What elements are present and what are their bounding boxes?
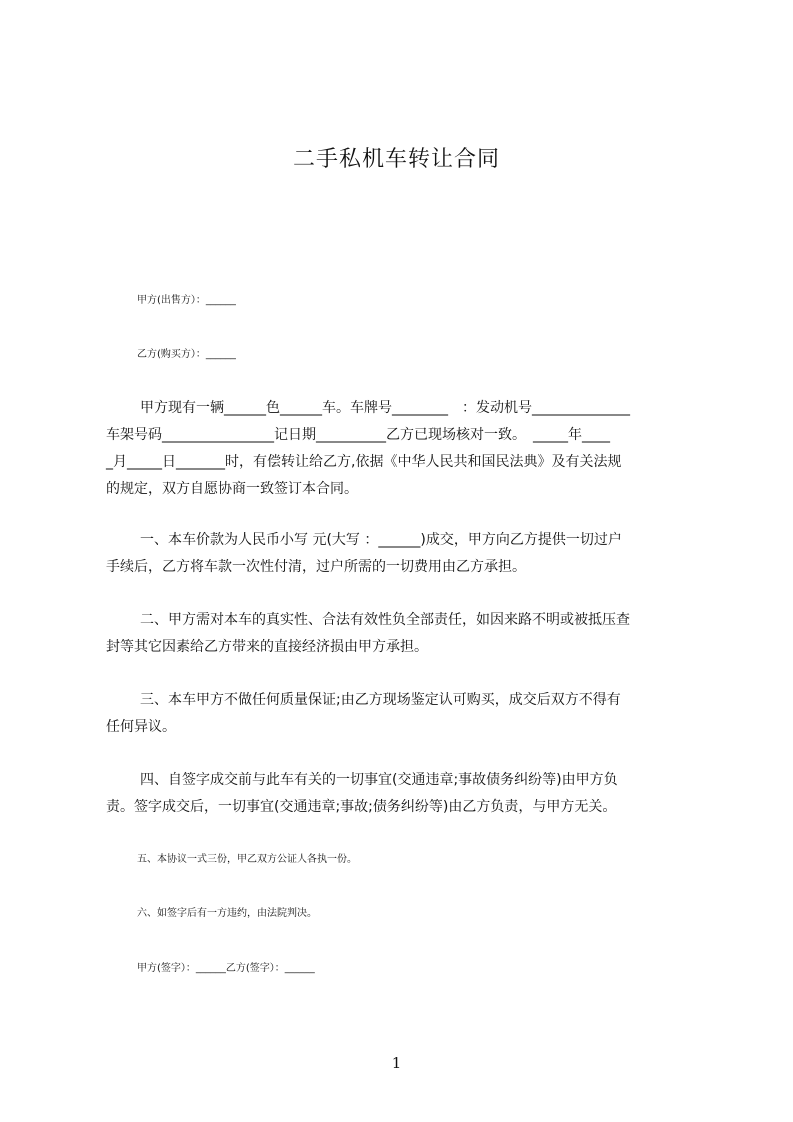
intro-line-2: 车架号码________________记日期__________乙方已现场核对一致。 _____年____ — [106, 427, 610, 443]
signature-line: 甲方(签字）：______乙方(签字）：______ — [137, 963, 315, 974]
clause-3-line-1: 三、本车甲方不做任何质量保证;由乙方现场鉴定认可购买，成交后双方不得有 — [140, 692, 621, 708]
clause-2-line-1: 二、甲方需对本车的真实性、合法有效性负全部责任，如因来路不明或被抵压查 — [140, 612, 630, 628]
clause-4-line-1: 四、自签字成交前与此车有关的一切事宜(交通违章;事故债务纠纷等)由甲方负 — [140, 772, 618, 788]
clause-4-line-2: 责。签字成交后，一切事宜(交通违章;事故;债务纠纷等)由乙方负责，与甲方无关。 — [106, 799, 617, 815]
clause-5: 五、本协议一式三份，甲乙双方公证人各执一份。 — [137, 854, 357, 865]
intro-line-1: 甲方现有一辆______色______车。车牌号________ ：发动机号______________ — [140, 400, 630, 416]
clause-1-line-1: 一、本车价款为人民币小写 元(大写 ：______)成交，甲方向乙方提供一切过户 — [140, 532, 622, 548]
intro-line-3: _月_____日_______时，有偿转让给乙方,依据《中华人民共和国民法典》及有关法规 — [106, 454, 622, 470]
page-number: 1 — [391, 1054, 402, 1072]
party-b-line: 乙方(购买方）：______ — [137, 349, 236, 360]
clause-1-line-2: 手续后，乙方将车款一次性付清，过户所需的一切费用由乙方承担。 — [106, 559, 526, 575]
clause-2-line-2: 封等其它因素给乙方带来的直接经济损由甲方承担。 — [106, 639, 428, 655]
clause-3-line-2: 任何异议。 — [106, 719, 176, 735]
party-a-line: 甲方(出售方）：______ — [137, 295, 236, 306]
intro-line-4: 的规定，双方自愿协商一致签订本合同。 — [106, 481, 358, 497]
clause-6: 六、如签字后有一方违约，由法院判决。 — [137, 908, 317, 919]
document-title: 二手私机车转让合同 — [292, 147, 500, 172]
